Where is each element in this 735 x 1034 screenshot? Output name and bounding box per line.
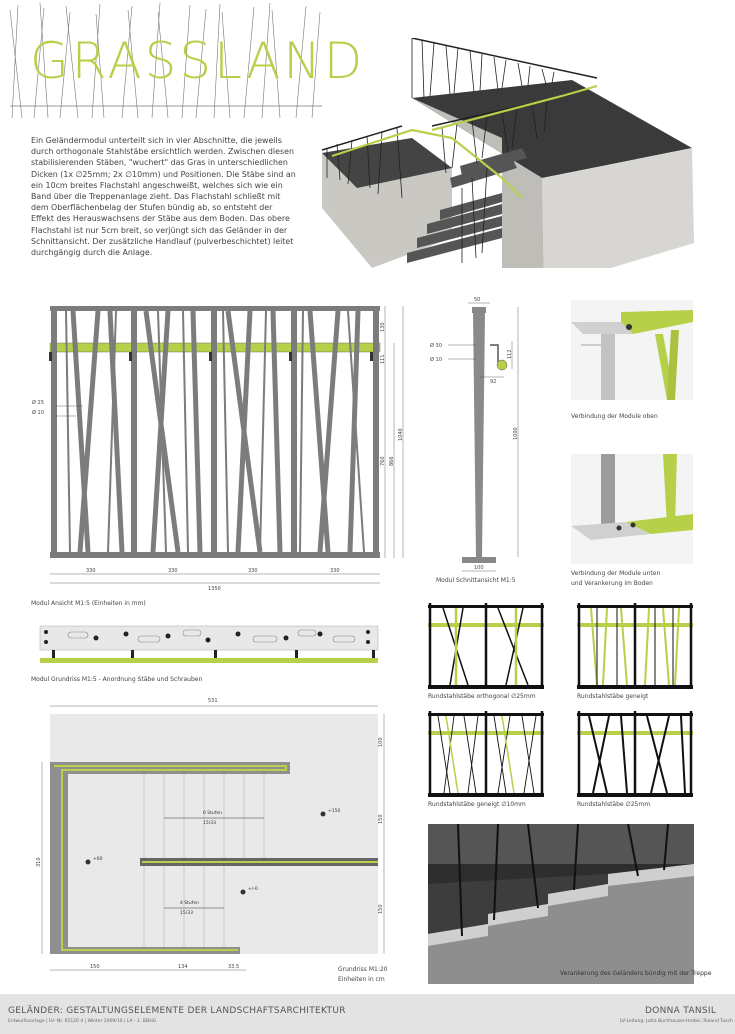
dim-right-866: 866	[389, 456, 395, 466]
fp-bottom-dim-3: 33,5	[228, 964, 240, 970]
variant-caption-1: Rundstahlstäbe orthogonal ∅25mm	[428, 693, 536, 700]
page-title: GRASSLAND	[30, 32, 366, 90]
fp-level-mid: +60	[93, 857, 103, 862]
footer-author: DONNA TANSIL	[645, 1006, 717, 1016]
section-base-width: 100	[474, 565, 484, 571]
section-dim-1000: 1000	[513, 427, 519, 440]
section-dim-92: 92	[490, 379, 497, 385]
fp-right-dim-1: 100	[378, 737, 384, 747]
variant-orthogonal	[428, 603, 544, 689]
fp-right-dim-2: 150	[378, 814, 384, 824]
dim-right-111: 111	[380, 354, 386, 364]
variant-25mm	[577, 711, 693, 797]
fp-bottom-dim-2: 134	[178, 964, 188, 970]
section-dia-large: Ø 30	[430, 343, 442, 349]
fp-stairs-lower-1: 4 Stufen	[180, 901, 199, 906]
fp-left-dim: 310	[36, 857, 42, 867]
dim-seg-4: 330	[330, 568, 340, 574]
variant-inclined	[577, 603, 693, 689]
fp-stairs-upper-2: 15/33	[203, 821, 216, 826]
detail-top-caption: Verbindung der Module oben	[571, 413, 658, 420]
anchoring-photo	[428, 824, 694, 984]
module-elevation	[28, 296, 423, 616]
fp-top-dim: 531	[208, 698, 218, 704]
floorplan-caption-2: Einheiten in cm	[338, 976, 385, 983]
elevation-dia-small: Ø 10	[32, 410, 44, 416]
detail-bottom-connection	[571, 454, 693, 564]
variant-caption-2: Rundstahlstäbe geneigt	[577, 693, 649, 700]
section-caption: Modul Schnittansicht M1:5	[436, 577, 516, 584]
dim-total-width: 1350	[208, 586, 221, 592]
floorplan	[28, 692, 398, 990]
plan-module-caption: Modul Grundriss M1:5 - Anordnung Stäbe und Schrauben	[31, 676, 203, 683]
variant-caption-3: Rundstahlstäbe geneigt ∅10mm	[428, 801, 526, 808]
stair-render	[312, 38, 712, 268]
footer-title: GELÄNDER: GESTALTUNGSELEMENTE DER LANDSCHAFTSARCHITEKTUR	[8, 1006, 346, 1016]
elevation-dia-large: Ø 25	[32, 400, 44, 406]
module-plan	[38, 624, 383, 669]
floorplan-caption-1: Grundriss M1:20	[338, 966, 388, 973]
variant-inclined-10mm	[428, 711, 544, 797]
dim-right-1040: 1040	[398, 428, 404, 441]
variant-caption-4: Rundstahlstäbe ∅25mm	[577, 801, 651, 808]
detail-top-connection	[571, 300, 693, 400]
fp-stairs-lower-2: 15/33	[180, 911, 193, 916]
detail-bottom-caption-1: Verbindung der Module unten	[571, 570, 661, 577]
photo-caption: Verankerung des Geländers bündig mit der Treppe	[560, 970, 712, 977]
footer-credits: LV-Leitung: Jutta Buchhauser-Hrebic, Roland Tusch	[620, 1019, 733, 1024]
dim-right-760: 760	[380, 456, 386, 466]
dim-seg-3: 330	[248, 568, 258, 574]
section-top-width: 50	[474, 297, 481, 303]
section-view	[428, 295, 548, 575]
section-dia-small: Ø 10	[430, 357, 442, 363]
fp-right-dim-3: 150	[378, 904, 384, 914]
footer-meta: Entwurfsvorlage | LV- Nr. 65120 4 | Winter 2009/10 | LA - 1. BDHG	[8, 1019, 157, 1024]
description-text: Ein Geländermodul unterteilt sich in vier Abschnitte, die jeweils durch orthogonale Stahlstäbe ersichtlich werden. Zwischen diesen stabilisierenden Stäben, "wuchert" das Gras in unterschiedlichen Dicken (1x ∅25mm; 2x ∅10mm) und Positionen. Die Stäbe sind an ein 10cm breites Flachstahl angeschweißt, welches sich wie ein Band über die Treppenanlage zieht. Das Flachstahl schließt mit dem Oberflächenbelag der Stufen bündig ab, so entsteht der Effekt des Herauswachsens der Stäbe aus dem Boden. Das obere Flachstahl ist nur 5cm breit, so verjüngt sich das Geländer in der Schnittansicht. Der zusätzliche Handlauf (pulverbeschichtet) leitet durchgängig durch die Anlage.	[31, 136, 296, 258]
fp-stairs-upper-1: 6 Stufen	[203, 811, 222, 816]
fp-bottom-dim-1: 150	[90, 964, 100, 970]
dim-seg-2: 330	[168, 568, 178, 574]
elevation-caption: Modul Ansicht M1:5 (Einheiten in mm)	[31, 600, 146, 607]
dim-right-130: 130	[380, 322, 386, 332]
dim-seg-1: 330	[86, 568, 96, 574]
fp-level-upper: +150	[328, 809, 341, 814]
detail-bottom-caption-2: und Verankerung im Boden	[571, 580, 653, 587]
fp-level-ground: +/-0	[248, 887, 258, 892]
section-dim-112: 112	[507, 349, 513, 359]
